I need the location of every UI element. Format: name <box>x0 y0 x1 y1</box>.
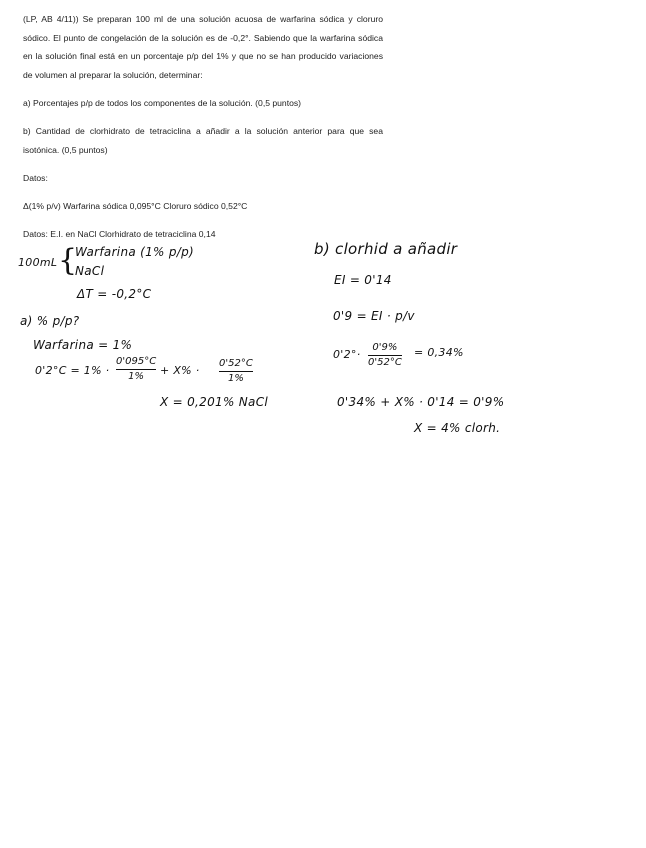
datos-delta-block <box>23 197 383 216</box>
hw-brace: { <box>58 243 78 278</box>
hw-volume: 100mL <box>18 256 58 269</box>
hw-fraction-1 <box>116 356 156 383</box>
problem-statement: (LP, AB 4/11)) Se preparan 100 ml de una solución acuosa de warfarina sódica y cloruro sódico. El punto de congelación de la solución es de -0,2°. Sabiendo que la warfarina sódica en la solución final está en un porcentaje p/p del 1% y que no se han producido variaciones de volumen al preparar la solución, determinar: <box>23 14 383 80</box>
datos-label: Datos: <box>23 173 48 183</box>
hw-eq1: 0'9 = EI · p/v <box>333 309 415 323</box>
part-b-block <box>23 122 383 159</box>
hw-frac1-bar <box>116 369 156 370</box>
hw-component-1: Warfarina (1% p/p) <box>75 245 195 259</box>
hw-frac2-den: 1% <box>227 373 244 384</box>
datos-block <box>23 169 383 188</box>
hw-warfarina: Warfarina = 1% <box>33 338 133 352</box>
hw-frac3-den: 0'52°C <box>368 357 402 368</box>
part-a-text: a) Porcentajes p/p de todos los componentes de la solución. (0,5 puntos) <box>23 98 302 108</box>
hw-eq3: 0'34% + X% · 0'14 = 0'9% <box>337 395 505 409</box>
hw-eq-lhs: 0'2°C = 1% · <box>35 364 110 377</box>
hw-part-b-title: b) clorhid a añadir <box>314 240 458 258</box>
hw-fraction-2 <box>219 358 253 385</box>
hw-part-a-label: a) % p/p? <box>20 314 80 328</box>
datos-delta: Δ(1% p/v) Warfarina sódica 0,095°C Cloruro sódico 0,52°C <box>23 201 248 211</box>
hw-eq2-lhs: 0'2°· <box>333 348 361 361</box>
hw-result-b: X = 4% clorh. <box>414 421 501 435</box>
hw-eq2-rhs: = 0,34% <box>414 346 464 359</box>
hw-frac3-num: 0'9% <box>372 342 398 353</box>
hw-delta-t: ΔT = -0,2°C <box>77 287 152 301</box>
hw-frac2-num: 0'52°C <box>219 358 253 369</box>
part-b-text: b) Cantidad de clorhidrato de tetraciclina a añadir a la solución anterior para que sea isotónica. (0,5 puntos) <box>23 126 383 155</box>
hw-result-a: X = 0,201% NaCl <box>160 395 269 409</box>
problem-statement-block <box>23 10 383 84</box>
hw-frac1-num: 0'095°C <box>116 356 157 367</box>
hw-frac3-bar <box>368 355 402 356</box>
hw-frac2-bar <box>219 371 253 372</box>
hw-frac1-den: 1% <box>128 371 145 382</box>
datos-ei: Datos: E.I. en NaCl Clorhidrato de tetraciclina 0,14 <box>23 229 216 239</box>
hw-component-2: NaCl <box>75 264 105 278</box>
hw-fraction-3 <box>368 342 402 369</box>
hw-eq-mid: + X% · <box>160 364 200 377</box>
hw-ei: EI = 0'14 <box>334 273 392 287</box>
part-a-block <box>23 94 383 113</box>
